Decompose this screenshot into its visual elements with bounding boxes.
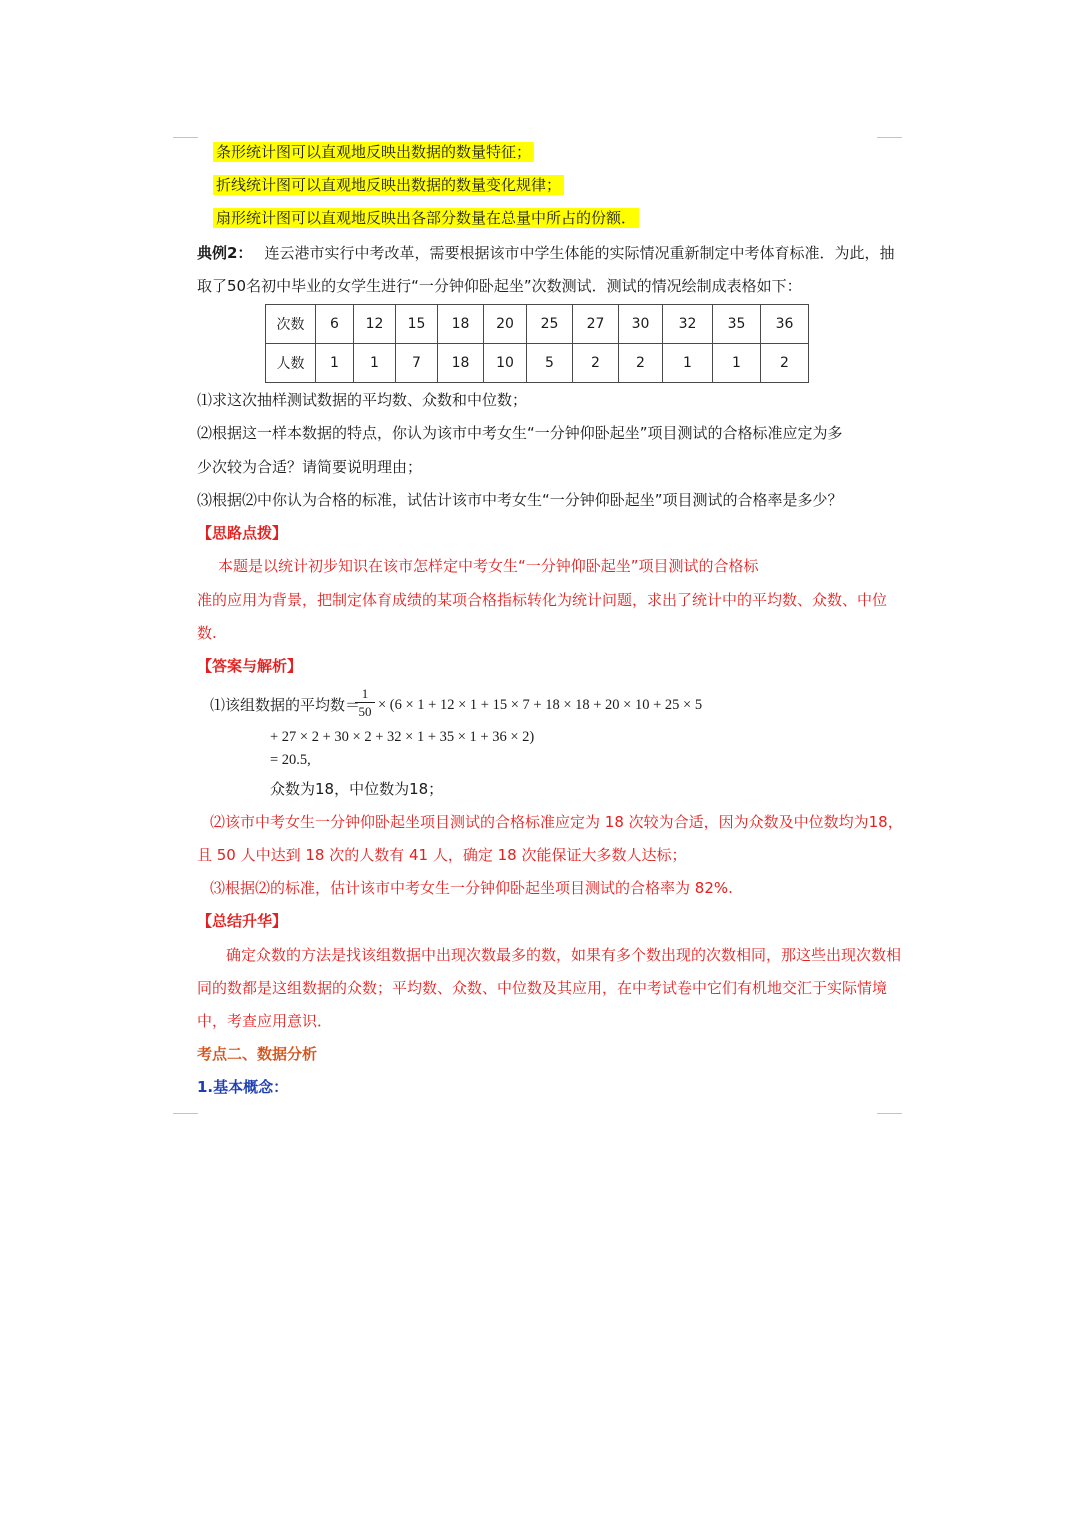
section-subtitle: 1.基本概念： [197, 1078, 289, 1096]
summary-text: 中，考查应用意识． [197, 1012, 333, 1030]
highlight-text-bar-chart: 条形统计图可以直观地反映出数据的数量特征； [213, 142, 534, 162]
table-cell: 5 [527, 344, 573, 383]
hint-heading: 【思路点拨】 [197, 524, 288, 542]
example-intro-line [197, 243, 894, 263]
section-title: 考点二、数据分析 [197, 1045, 318, 1063]
fraction-denominator: 50 [358, 704, 372, 719]
table-cell: 35 [713, 305, 761, 344]
corner-mark-top-left [173, 137, 198, 138]
highlight-text-pie-chart: 扇形统计图可以直观地反映出各部分数量在总量中所占的份额． [213, 208, 639, 228]
answer-part-2-continued: 且 50 人中达到 18 次的人数有 41 人，确定 18 次能保证大多数人达标； [197, 846, 687, 864]
example-label: 典例2： [197, 244, 253, 262]
hint-text: 准的应用为背景，把制定体育成绩的某项合格指标转化为统计问题，求出了统计中的平均数、众数、中位 [197, 591, 888, 609]
table-row-header: 次数 [266, 305, 316, 344]
fraction-numerator: 1 [355, 686, 375, 703]
table-cell: 20 [484, 305, 527, 344]
table-cell: 30 [619, 305, 663, 344]
highlight-line [213, 175, 564, 195]
corner-mark-bottom-right [877, 1113, 902, 1114]
question-2: ⑵根据这一样本数据的特点，你认为该市中考女生“一分钟仰卧起坐”项目测试的合格标准应定为多 [197, 424, 843, 442]
answer-part-3: ⑶根据⑵的标准，估计该市中考女生一分钟仰卧起坐项目测试的合格率为 82%. [210, 879, 733, 897]
example-text: 取了50名初中毕业的女学生进行“一分钟仰卧起坐”次数测试．测试的情况绘制成表格如下： [197, 277, 802, 295]
mean-expression-line-1: × (6 × 1 + 12 × 1 + 15 × 7 + 18 × 18 + 20 × 10 + 25 × 5 [378, 697, 703, 713]
table-cell: 25 [527, 305, 573, 344]
highlight-line [213, 142, 534, 162]
hint-text: 本题是以统计初步知识在该市怎样定中考女生“一分钟仰卧起坐”项目测试的合格标 [218, 557, 759, 575]
table-cell: 36 [761, 305, 809, 344]
summary-text: 确定众数的方法是找该组数据中出现次数最多的数，如果有多个数出现的次数相同，那这些出现次数相 [226, 946, 902, 964]
table-cell: 32 [663, 305, 713, 344]
fraction [355, 686, 375, 719]
mean-expression-line-2: + 27 × 2 + 30 × 2 + 32 × 1 + 35 × 1 + 36 × 2) [270, 729, 535, 745]
corner-mark-top-right [877, 137, 902, 138]
example-text: 连云港市实行中考改革，需要根据该市中学生体能的实际情况重新制定中考体育标准．为此，抽 [264, 244, 895, 262]
highlight-line [213, 208, 639, 228]
table-row-header: 人数 [266, 344, 316, 383]
question-1: ⑴求这次抽样测试数据的平均数、众数和中位数； [197, 391, 528, 409]
mean-result: = 20.5, [270, 752, 311, 768]
table-cell: 2 [761, 344, 809, 383]
table-cell: 18 [438, 305, 484, 344]
highlight-text-line-chart: 折线统计图可以直观地反映出数据的数量变化规律； [213, 175, 564, 195]
table-cell: 7 [396, 344, 438, 383]
answer-part-2: ⑵该市中考女生一分钟仰卧起坐项目测试的合格标准应定为 18 次较为合适，因为众数及中位数均为18， [210, 813, 903, 831]
question-2-continued: 少次较为合适？请简要说明理由； [197, 458, 423, 476]
table-cell: 27 [573, 305, 619, 344]
table-cell: 15 [396, 305, 438, 344]
question-3: ⑶根据⑵中你认为合格的标准，试估计该市中考女生“一分钟仰卧起坐”项目测试的合格率是多少？ [197, 491, 843, 509]
mode-median-text: 众数为18，中位数为18； [270, 780, 444, 798]
table-cell: 10 [484, 344, 527, 383]
data-table [265, 304, 809, 383]
table-cell: 6 [316, 305, 354, 344]
table-cell: 1 [663, 344, 713, 383]
table-row-people [266, 344, 809, 383]
corner-mark-bottom-left [173, 1113, 198, 1114]
table-cell: 2 [573, 344, 619, 383]
table-cell: 12 [354, 305, 396, 344]
table-cell: 1 [316, 344, 354, 383]
hint-text: 数. [197, 624, 217, 642]
table-row-count [266, 305, 809, 344]
answer-heading: 【答案与解析】 [197, 657, 303, 675]
table-cell: 2 [619, 344, 663, 383]
table-cell: 1 [354, 344, 396, 383]
summary-text: 同的数都是这组数据的众数；平均数、众数、中位数及其应用，在中考试卷中它们有机地交汇于实际情境 [197, 979, 888, 997]
table-cell: 1 [713, 344, 761, 383]
summary-heading: 【总结升华】 [197, 912, 288, 930]
table-cell: 18 [438, 344, 484, 383]
mean-label: ⑴该组数据的平均数＝ [210, 696, 361, 714]
